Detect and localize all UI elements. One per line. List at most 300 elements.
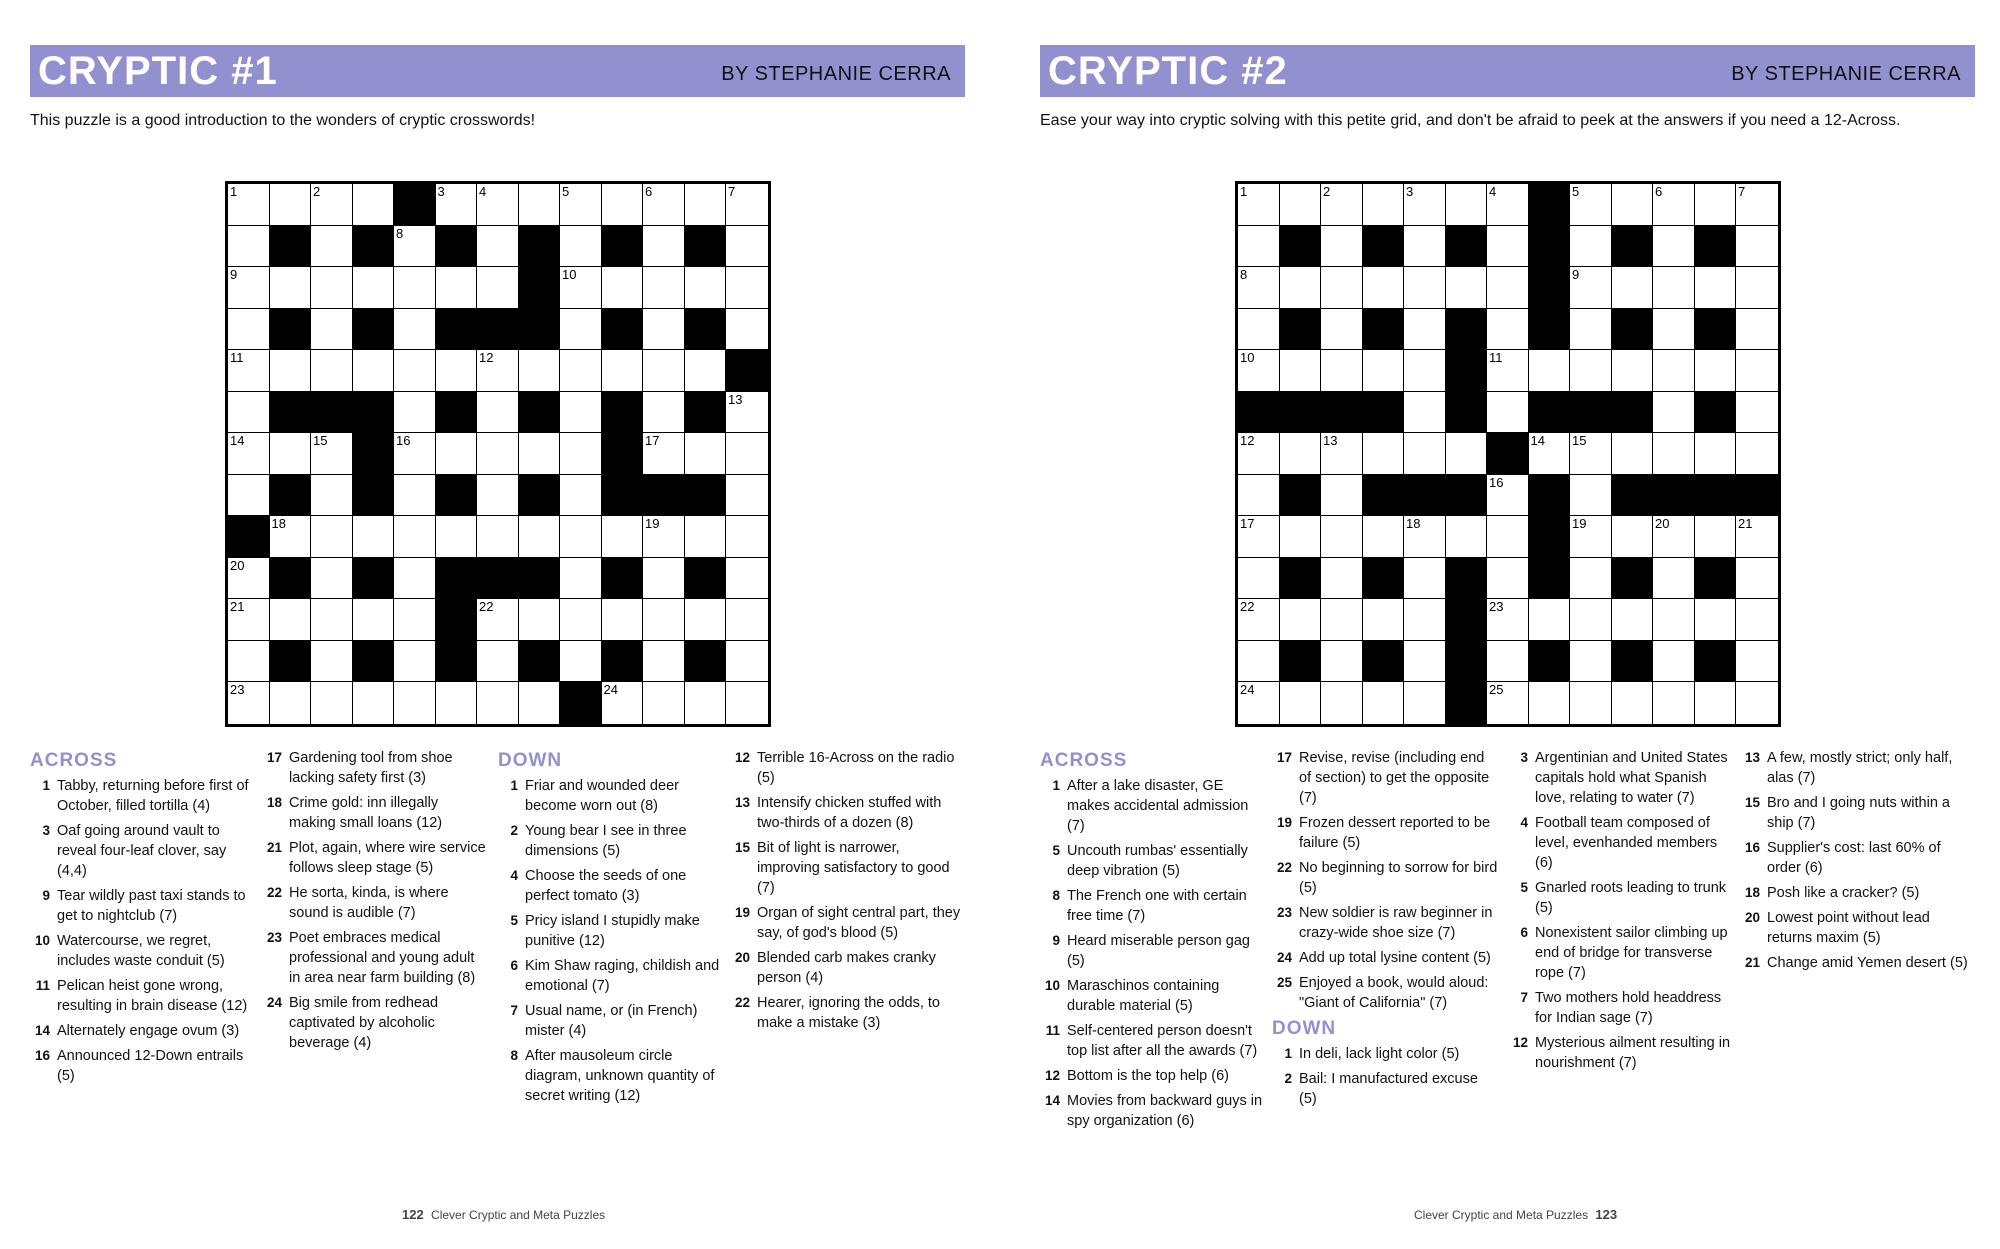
grid-cell[interactable] (560, 267, 602, 309)
grid-cell[interactable] (1529, 433, 1571, 475)
grid-cell[interactable] (1446, 516, 1488, 558)
grid-cell[interactable] (353, 682, 395, 724)
grid-cell[interactable] (1653, 309, 1695, 351)
grid-cell[interactable] (602, 267, 644, 309)
grid-cell[interactable] (1321, 350, 1363, 392)
grid-cell[interactable] (560, 599, 602, 641)
grid-cell[interactable] (311, 184, 353, 226)
clue-number: 21 (1744, 955, 1760, 970)
grid-cell[interactable] (311, 682, 353, 724)
grid-cell[interactable] (519, 682, 561, 724)
grid-cell[interactable] (1695, 350, 1737, 392)
grid-cell[interactable] (1612, 350, 1654, 392)
grid-cell[interactable] (1529, 350, 1571, 392)
grid-cell[interactable] (560, 184, 602, 226)
grid-cell[interactable] (1736, 267, 1778, 309)
grid-cell[interactable] (1487, 475, 1529, 517)
cell-number: 7 (1738, 184, 1746, 199)
grid-cell[interactable] (311, 599, 353, 641)
grid-cell[interactable] (1321, 309, 1363, 351)
grid-cell[interactable] (1280, 267, 1322, 309)
grid-cell[interactable] (1570, 226, 1612, 268)
grid-cell[interactable] (1280, 184, 1322, 226)
grid-cell[interactable] (1363, 682, 1405, 724)
grid-cell[interactable] (1238, 558, 1280, 600)
cell-number: 23 (1489, 599, 1504, 614)
grid-cell[interactable] (643, 682, 685, 724)
grid-block (1363, 309, 1405, 351)
clue-text: Bottom is the top help (6) (1067, 1068, 1229, 1084)
grid-cell[interactable] (1321, 267, 1363, 309)
grid-cell[interactable] (1570, 558, 1612, 600)
grid-cell[interactable] (643, 184, 685, 226)
grid-block (1695, 558, 1737, 600)
grid-cell[interactable] (1653, 184, 1695, 226)
grid-cell[interactable] (228, 433, 270, 475)
grid-cell[interactable] (394, 516, 436, 558)
clue-item (262, 883, 486, 923)
grid-cell[interactable] (394, 682, 436, 724)
grid-cell[interactable] (1487, 267, 1529, 309)
grid-cell[interactable] (643, 350, 685, 392)
grid-cell[interactable] (560, 558, 602, 600)
grid-cell[interactable] (394, 641, 436, 683)
grid-cell[interactable] (1363, 184, 1405, 226)
grid-cell[interactable] (685, 599, 727, 641)
grid-cell[interactable] (1238, 516, 1280, 558)
grid-cell[interactable] (1280, 433, 1322, 475)
grid-cell[interactable] (1280, 516, 1322, 558)
grid-cell[interactable] (1446, 267, 1488, 309)
grid-cell[interactable] (1570, 350, 1612, 392)
grid-cell[interactable] (1404, 350, 1446, 392)
clue-number: 7 (510, 1003, 518, 1018)
grid-block (1529, 184, 1571, 226)
grid-cell[interactable] (519, 516, 561, 558)
grid-cell[interactable] (1570, 433, 1612, 475)
grid-cell[interactable] (1695, 184, 1737, 226)
grid-cell[interactable] (270, 267, 312, 309)
grid-block (436, 599, 478, 641)
grid-cell[interactable] (1404, 558, 1446, 600)
grid-cell[interactable] (353, 516, 395, 558)
grid-cell[interactable] (560, 516, 602, 558)
grid-block (270, 475, 312, 517)
clue-item (1740, 838, 1972, 878)
grid-cell[interactable] (311, 516, 353, 558)
grid-cell[interactable] (1487, 226, 1529, 268)
grid-cell[interactable] (1570, 516, 1612, 558)
grid-cell[interactable] (1238, 184, 1280, 226)
grid-cell[interactable] (1736, 682, 1778, 724)
grid-cell[interactable] (353, 184, 395, 226)
clue-number: 11 (35, 978, 50, 993)
grid-cell[interactable] (270, 433, 312, 475)
grid-cell[interactable] (228, 184, 270, 226)
grid-cell[interactable] (1695, 433, 1737, 475)
grid-cell[interactable] (560, 226, 602, 268)
grid-cell[interactable] (1736, 309, 1778, 351)
grid-cell[interactable] (685, 267, 727, 309)
grid-cell[interactable] (1612, 184, 1654, 226)
grid-cell[interactable] (1695, 682, 1737, 724)
grid-cell[interactable] (1612, 682, 1654, 724)
cell-number: 15 (1572, 433, 1587, 448)
grid-cell[interactable] (270, 184, 312, 226)
grid-cell[interactable] (436, 267, 478, 309)
grid-cell[interactable] (311, 558, 353, 600)
grid-cell[interactable] (1695, 267, 1737, 309)
grid-cell[interactable] (394, 392, 436, 434)
clue-number: 14 (34, 1023, 50, 1038)
book-title: Clever Cryptic and Meta Puzzles (431, 1208, 606, 1222)
grid-cell[interactable] (477, 226, 519, 268)
grid-cell[interactable] (643, 599, 685, 641)
grid-cell[interactable] (270, 516, 312, 558)
grid-cell[interactable] (394, 267, 436, 309)
grid-cell[interactable] (643, 267, 685, 309)
grid-block (394, 184, 436, 226)
grid-cell[interactable] (1363, 350, 1405, 392)
grid-cell[interactable] (1570, 475, 1612, 517)
clue-number: 17 (266, 750, 282, 765)
grid-cell[interactable] (228, 475, 270, 517)
grid-cell[interactable] (1363, 599, 1405, 641)
grid-block (1612, 475, 1654, 517)
grid-cell[interactable] (1695, 516, 1737, 558)
grid-cell[interactable] (1653, 682, 1695, 724)
grid-cell[interactable] (477, 267, 519, 309)
grid-cell[interactable] (228, 641, 270, 683)
grid-cell[interactable] (1653, 267, 1695, 309)
grid-cell[interactable] (311, 350, 353, 392)
grid-cell[interactable] (1363, 267, 1405, 309)
grid-cell[interactable] (643, 433, 685, 475)
grid-cell[interactable] (726, 641, 768, 683)
grid-cell[interactable] (1570, 184, 1612, 226)
grid-cell[interactable] (1653, 392, 1695, 434)
clue-item (1040, 976, 1262, 1016)
puzzle-byline: BY STEPHANIE CERRA (721, 62, 951, 85)
grid-cell[interactable] (436, 433, 478, 475)
grid-cell[interactable] (1570, 267, 1612, 309)
grid-cell[interactable] (685, 184, 727, 226)
clue-number: 1 (510, 778, 518, 793)
grid-cell[interactable] (726, 599, 768, 641)
grid-cell[interactable] (602, 516, 644, 558)
grid-cell[interactable] (1404, 682, 1446, 724)
grid-cell[interactable] (311, 267, 353, 309)
grid-cell[interactable] (1570, 641, 1612, 683)
grid-cell[interactable] (1653, 641, 1695, 683)
grid-cell[interactable] (1487, 309, 1529, 351)
grid-cell[interactable] (1238, 682, 1280, 724)
grid-cell[interactable] (1653, 558, 1695, 600)
grid-cell[interactable] (270, 350, 312, 392)
grid-cell[interactable] (519, 184, 561, 226)
clue-item (1272, 1044, 1498, 1064)
grid-cell[interactable] (1736, 516, 1778, 558)
grid-cell[interactable] (1487, 184, 1529, 226)
grid-cell[interactable] (643, 558, 685, 600)
grid-cell[interactable] (353, 267, 395, 309)
grid-block (1695, 475, 1737, 517)
grid-cell[interactable] (1653, 516, 1695, 558)
clue-text: Lowest point without lead returns maxim (5) (1767, 910, 1930, 946)
grid-cell[interactable] (1321, 226, 1363, 268)
grid-cell[interactable] (1321, 184, 1363, 226)
grid-cell[interactable] (1736, 184, 1778, 226)
grid-cell[interactable] (228, 226, 270, 268)
grid-cell[interactable] (726, 433, 768, 475)
grid-cell[interactable] (602, 350, 644, 392)
grid-cell[interactable] (1487, 682, 1529, 724)
grid-cell[interactable] (1736, 599, 1778, 641)
grid-cell[interactable] (726, 309, 768, 351)
grid-cell[interactable] (270, 599, 312, 641)
clue-text: In deli, lack light color (5) (1299, 1046, 1460, 1062)
grid-cell[interactable] (1612, 433, 1654, 475)
grid-cell[interactable] (436, 350, 478, 392)
grid-cell[interactable] (311, 309, 353, 351)
grid-cell[interactable] (1363, 433, 1405, 475)
grid-block (602, 392, 644, 434)
grid-cell[interactable] (311, 475, 353, 517)
grid-cell[interactable] (228, 309, 270, 351)
grid-block (602, 309, 644, 351)
grid-cell[interactable] (1653, 433, 1695, 475)
grid-cell[interactable] (228, 267, 270, 309)
grid-cell[interactable] (228, 392, 270, 434)
grid-cell[interactable] (560, 309, 602, 351)
grid-cell[interactable] (1570, 309, 1612, 351)
grid-cell[interactable] (1404, 433, 1446, 475)
grid-cell[interactable] (1238, 641, 1280, 683)
grid-cell[interactable] (477, 433, 519, 475)
clue-text: Gnarled roots leading to trunk (5) (1535, 880, 1727, 916)
grid-cell[interactable] (726, 392, 768, 434)
grid-cell[interactable] (1321, 682, 1363, 724)
grid-cell[interactable] (1280, 682, 1322, 724)
grid-cell[interactable] (477, 350, 519, 392)
grid-cell[interactable] (726, 267, 768, 309)
grid-cell[interactable] (519, 350, 561, 392)
grid-cell[interactable] (1404, 641, 1446, 683)
grid-cell[interactable] (1570, 682, 1612, 724)
grid-cell[interactable] (1612, 267, 1654, 309)
grid-cell[interactable] (1280, 599, 1322, 641)
grid-cell[interactable] (1321, 641, 1363, 683)
grid-cell[interactable] (1695, 599, 1737, 641)
grid-block (602, 475, 644, 517)
page-footer (1414, 1207, 1621, 1222)
cell-number: 25 (1489, 682, 1504, 697)
grid-cell[interactable] (1238, 475, 1280, 517)
crossword-grid[interactable] (1235, 181, 1781, 727)
grid-cell[interactable] (685, 682, 727, 724)
grid-cell[interactable] (1653, 226, 1695, 268)
grid-cell[interactable] (477, 184, 519, 226)
grid-cell[interactable] (477, 641, 519, 683)
cell-number: 5 (562, 184, 570, 199)
grid-cell[interactable] (1404, 267, 1446, 309)
grid-cell[interactable] (1653, 350, 1695, 392)
grid-cell[interactable] (311, 226, 353, 268)
grid-cell[interactable] (228, 350, 270, 392)
grid-cell[interactable] (1363, 516, 1405, 558)
grid-cell[interactable] (1238, 309, 1280, 351)
grid-cell[interactable] (1612, 516, 1654, 558)
grid-cell[interactable] (353, 599, 395, 641)
grid-cell[interactable] (1404, 184, 1446, 226)
grid-block (519, 558, 561, 600)
grid-cell[interactable] (1736, 433, 1778, 475)
grid-cell[interactable] (1736, 226, 1778, 268)
grid-cell[interactable] (643, 309, 685, 351)
clue-number: 22 (1276, 860, 1292, 875)
grid-block (1529, 392, 1571, 434)
grid-cell[interactable] (1404, 226, 1446, 268)
grid-cell[interactable] (270, 682, 312, 724)
grid-cell[interactable] (1321, 475, 1363, 517)
grid-cell[interactable] (1529, 682, 1571, 724)
grid-cell[interactable] (1487, 641, 1529, 683)
grid-cell[interactable] (394, 309, 436, 351)
grid-cell[interactable] (1612, 599, 1654, 641)
grid-block (1695, 641, 1737, 683)
cell-number: 2 (313, 184, 321, 199)
clue-number: 19 (1276, 815, 1292, 830)
grid-cell[interactable] (228, 682, 270, 724)
grid-cell[interactable] (1487, 599, 1529, 641)
clue-number: 14 (1044, 1093, 1060, 1108)
clue-item (1272, 903, 1498, 943)
grid-cell[interactable] (602, 599, 644, 641)
grid-cell[interactable] (1570, 599, 1612, 641)
grid-cell[interactable] (436, 184, 478, 226)
grid-cell[interactable] (436, 516, 478, 558)
grid-cell[interactable] (560, 392, 602, 434)
grid-cell[interactable] (311, 641, 353, 683)
grid-block (685, 475, 727, 517)
grid-cell[interactable] (394, 350, 436, 392)
grid-block (602, 226, 644, 268)
grid-cell[interactable] (1487, 516, 1529, 558)
grid-cell[interactable] (1238, 350, 1280, 392)
grid-cell[interactable] (560, 641, 602, 683)
grid-cell[interactable] (726, 184, 768, 226)
grid-cell[interactable] (726, 475, 768, 517)
grid-cell[interactable] (726, 516, 768, 558)
grid-cell[interactable] (560, 350, 602, 392)
grid-cell[interactable] (1321, 516, 1363, 558)
grid-cell[interactable] (1529, 599, 1571, 641)
grid-cell[interactable] (1446, 184, 1488, 226)
grid-cell[interactable] (394, 475, 436, 517)
grid-cell[interactable] (726, 226, 768, 268)
grid-cell[interactable] (643, 226, 685, 268)
grid-cell[interactable] (1321, 558, 1363, 600)
grid-cell[interactable] (1736, 641, 1778, 683)
grid-cell[interactable] (643, 392, 685, 434)
clue-text: Poet embraces medical professional and young adult in area near farm building (8) (289, 930, 476, 986)
grid-cell[interactable] (1238, 226, 1280, 268)
grid-cell[interactable] (1238, 599, 1280, 641)
grid-cell[interactable] (643, 516, 685, 558)
grid-cell[interactable] (602, 682, 644, 724)
grid-cell[interactable] (560, 433, 602, 475)
grid-cell[interactable] (1446, 433, 1488, 475)
puzzle-banner (30, 45, 965, 97)
grid-cell[interactable] (685, 350, 727, 392)
grid-cell[interactable] (394, 226, 436, 268)
grid-cell[interactable] (726, 682, 768, 724)
clue-column (1740, 748, 1972, 978)
grid-cell[interactable] (1404, 516, 1446, 558)
grid-cell[interactable] (1736, 350, 1778, 392)
clue-number: 3 (1520, 750, 1528, 765)
grid-cell[interactable] (1321, 433, 1363, 475)
grid-cell[interactable] (477, 475, 519, 517)
grid-block (1529, 558, 1571, 600)
grid-cell[interactable] (1280, 350, 1322, 392)
grid-cell[interactable] (519, 433, 561, 475)
grid-cell[interactable] (394, 433, 436, 475)
grid-cell[interactable] (1487, 392, 1529, 434)
grid-cell[interactable] (519, 599, 561, 641)
grid-cell[interactable] (1238, 433, 1280, 475)
grid-cell[interactable] (643, 641, 685, 683)
grid-cell[interactable] (726, 558, 768, 600)
clue-number: 6 (510, 958, 518, 973)
cell-number: 20 (230, 557, 245, 573)
grid-cell[interactable] (1653, 599, 1695, 641)
clue-item (30, 821, 252, 881)
grid-cell[interactable] (477, 392, 519, 434)
grid-cell[interactable] (394, 558, 436, 600)
grid-cell[interactable] (1238, 267, 1280, 309)
grid-cell[interactable] (228, 599, 270, 641)
grid-cell[interactable] (477, 682, 519, 724)
grid-cell[interactable] (1404, 599, 1446, 641)
clue-number: 25 (1276, 975, 1292, 990)
crossword-grid[interactable] (225, 181, 771, 727)
grid-cell[interactable] (228, 558, 270, 600)
grid-cell[interactable] (685, 516, 727, 558)
grid-cell[interactable] (1404, 309, 1446, 351)
grid-block (519, 641, 561, 683)
clue-text: Two mothers hold headdress for Indian sage (7) (1535, 990, 1722, 1026)
grid-cell[interactable] (1404, 392, 1446, 434)
cell-number: 12 (1240, 433, 1255, 448)
grid-cell[interactable] (560, 475, 602, 517)
grid-cell[interactable] (394, 599, 436, 641)
grid-cell[interactable] (1736, 558, 1778, 600)
grid-cell[interactable] (1736, 392, 1778, 434)
grid-cell[interactable] (353, 350, 395, 392)
grid-cell[interactable] (311, 433, 353, 475)
grid-cell[interactable] (477, 599, 519, 641)
clue-text: Pricy island I stupidly make punitive (12) (525, 913, 700, 949)
grid-cell[interactable] (436, 682, 478, 724)
grid-cell[interactable] (1487, 558, 1529, 600)
clue-column (730, 748, 962, 1038)
grid-cell[interactable] (477, 516, 519, 558)
grid-cell[interactable] (685, 433, 727, 475)
grid-cell[interactable] (602, 184, 644, 226)
grid-cell[interactable] (1487, 350, 1529, 392)
grid-cell[interactable] (1321, 599, 1363, 641)
